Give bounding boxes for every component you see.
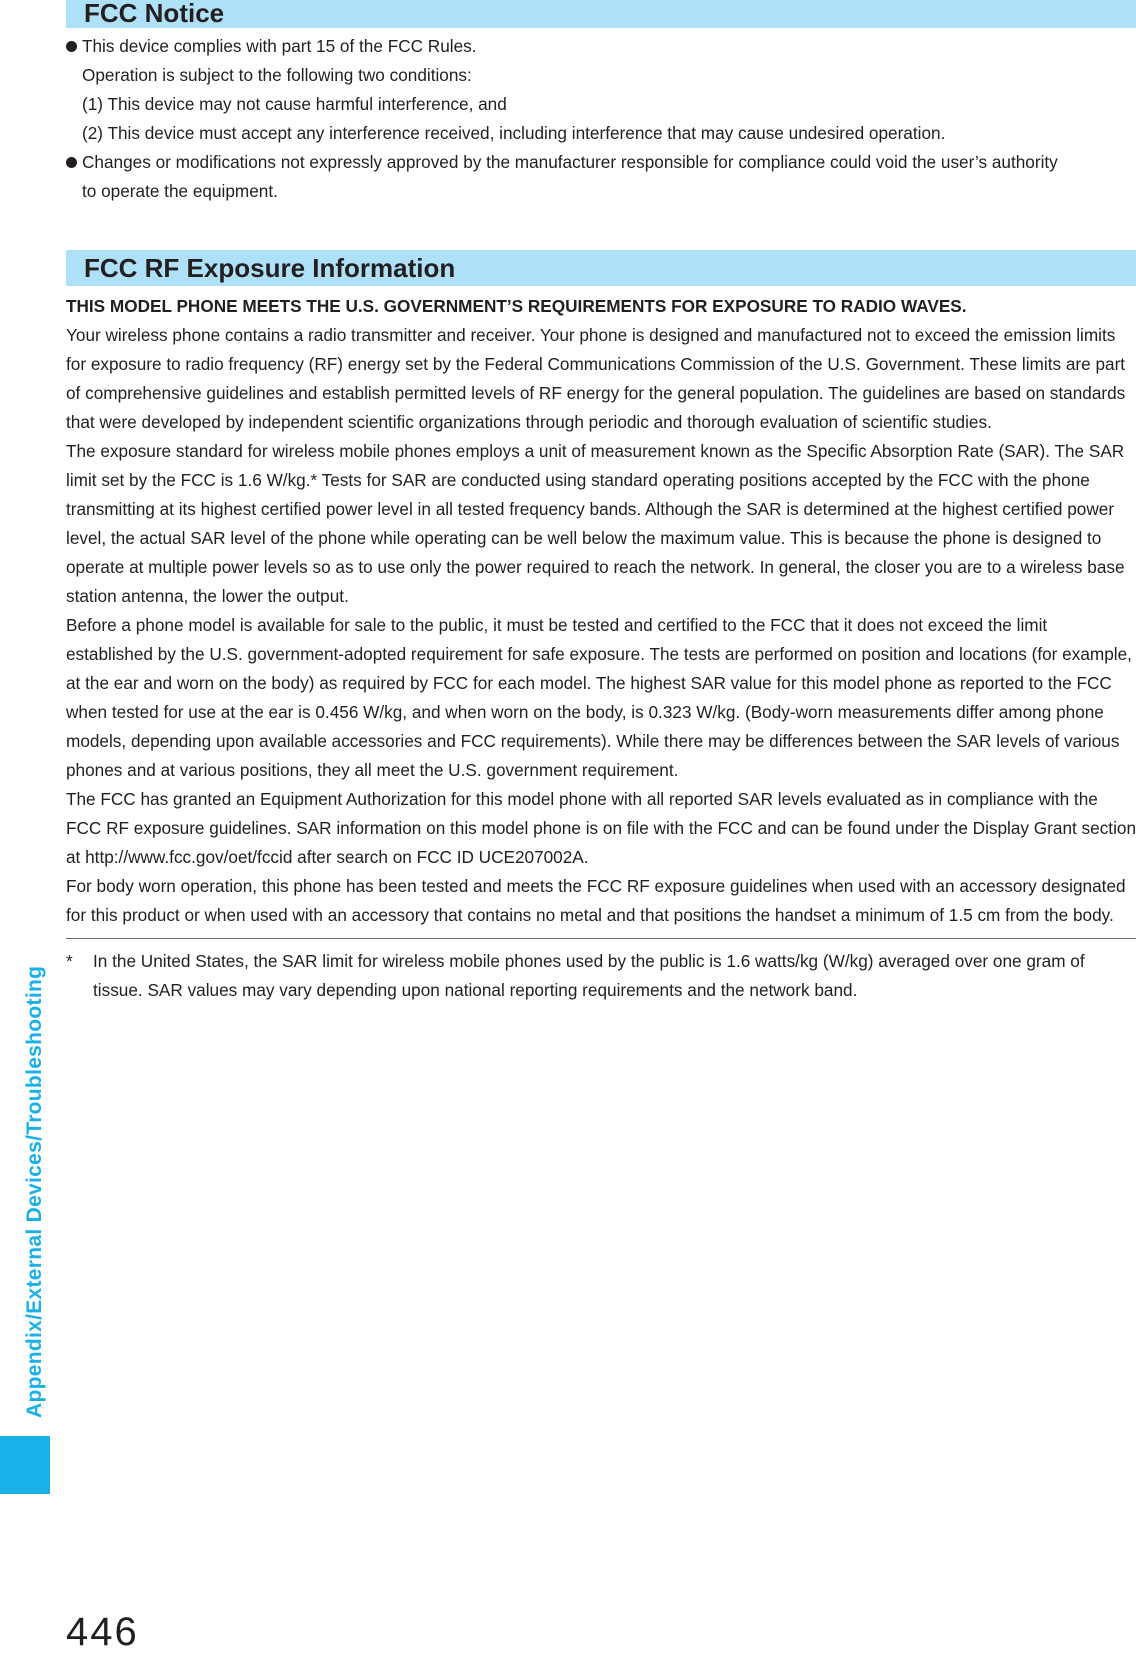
page-number: 446: [66, 1610, 139, 1654]
bullet-line: (1) This device may not cause harmful interference, and: [82, 94, 507, 114]
page-content: [66, 0, 1136, 1005]
footnote-divider: [66, 938, 1136, 939]
fcc-rf-title: FCC RF Exposure Information: [66, 250, 1136, 286]
footnote-text: In the United States, the SAR limit for wireless mobile phones used by the public is 1.6 watts/kg (W/kg) averaged over one gram of tissue. SAR values may vary depending upon national reporting requirements and the network band.: [93, 951, 1085, 1000]
bullet-line: Operation is subject to the following two conditions:: [82, 65, 472, 85]
bullet-line: (2) This device must accept any interference received, including interference that may cause undesired operation.: [82, 123, 946, 143]
bullet-line: Changes or modifications not expressly approved by the manufacturer responsible for compliance could void the user’s authority to operate the equipment.: [82, 152, 1058, 201]
bullet-line: This device complies with part 15 of the FCC Rules.: [82, 36, 477, 56]
fcc-rf-heading: THIS MODEL PHONE MEETS THE U.S. GOVERNMENT’S REQUIREMENTS FOR EXPOSURE TO RADIO WAVES.: [66, 296, 967, 316]
footnote: [66, 947, 1136, 1005]
fcc-rf-paragraph-4: The FCC has granted an Equipment Authorization for this model phone with all reported SAR levels evaluated as in compliance with the FCC RF exposure guidelines. SAR information on this model phone is on file with the FCC and can be found under the Display Grant section at http://www.fcc.gov/oet/fccid after search on FCC ID UCE207002A.: [66, 789, 1136, 867]
footnote-mark: *: [66, 951, 73, 971]
fcc-notice-title: FCC Notice: [66, 0, 1136, 28]
bullet-dot-icon: [66, 41, 77, 52]
fcc-notice-bullet-1: [66, 32, 1136, 148]
side-tab-marker: [0, 1436, 50, 1494]
bullet-dot-icon: [66, 157, 77, 168]
fcc-rf-paragraph-5: For body worn operation, this phone has been tested and meets the FCC RF exposure guidelines when used with an accessory designated for this product or when used with an accessory that contains no metal and that positions the handset a minimum of 1.5 cm from the body.: [66, 876, 1126, 925]
fcc-notice-list: [66, 32, 1136, 206]
fcc-rf-body: [66, 292, 1136, 930]
side-section-label: Appendix/External Devices/Troubleshooting: [23, 965, 46, 1418]
fcc-rf-paragraph-3: Before a phone model is available for sale to the public, it must be tested and certified to the FCC that it does not exceed the limit established by the U.S. government-adopted requirement for safe exposure. The tests are performed on position and locations (for example, at the ear and worn on the body) as required by FCC for each model. The highest SAR value for this model phone as reported to the FCC when tested for use at the ear is 0.456 W/kg, and when worn on the body, is 0.323 W/kg. (Body-worn measurements differ among phone models, depending upon available accessories and FCC requirements). While there may be differences between the SAR levels of various phones and at various positions, they all meet the U.S. government requirement.: [66, 615, 1132, 780]
fcc-rf-paragraph-1: Your wireless phone contains a radio transmitter and receiver. Your phone is designed and manufactured not to exceed the emission limits for exposure to radio frequency (RF) energy set by the Federal Communications Commission of the U.S. Government. These limits are part of comprehensive guidelines and establish permitted levels of RF energy for the general population. The guidelines are based on standards that were developed by independent scientific organizations through periodic and thorough evaluation of scientific studies.: [66, 325, 1126, 432]
fcc-notice-bullet-2: [66, 148, 1136, 206]
fcc-rf-paragraph-2: The exposure standard for wireless mobile phones employs a unit of measurement known as the Specific Absorption Rate (SAR). The SAR limit set by the FCC is 1.6 W/kg.* Tests for SAR are conducted using standard operating positions accepted by the FCC with the phone transmitting at its highest certified power level in all tested frequency bands. Although the SAR is determined at the highest certified power level, the actual SAR level of the phone while operating can be well below the maximum value. This is because the phone is designed to operate at multiple power levels so as to use only the power required to reach the network. In general, the closer you are to a wireless base station antenna, the lower the output.: [66, 441, 1125, 606]
